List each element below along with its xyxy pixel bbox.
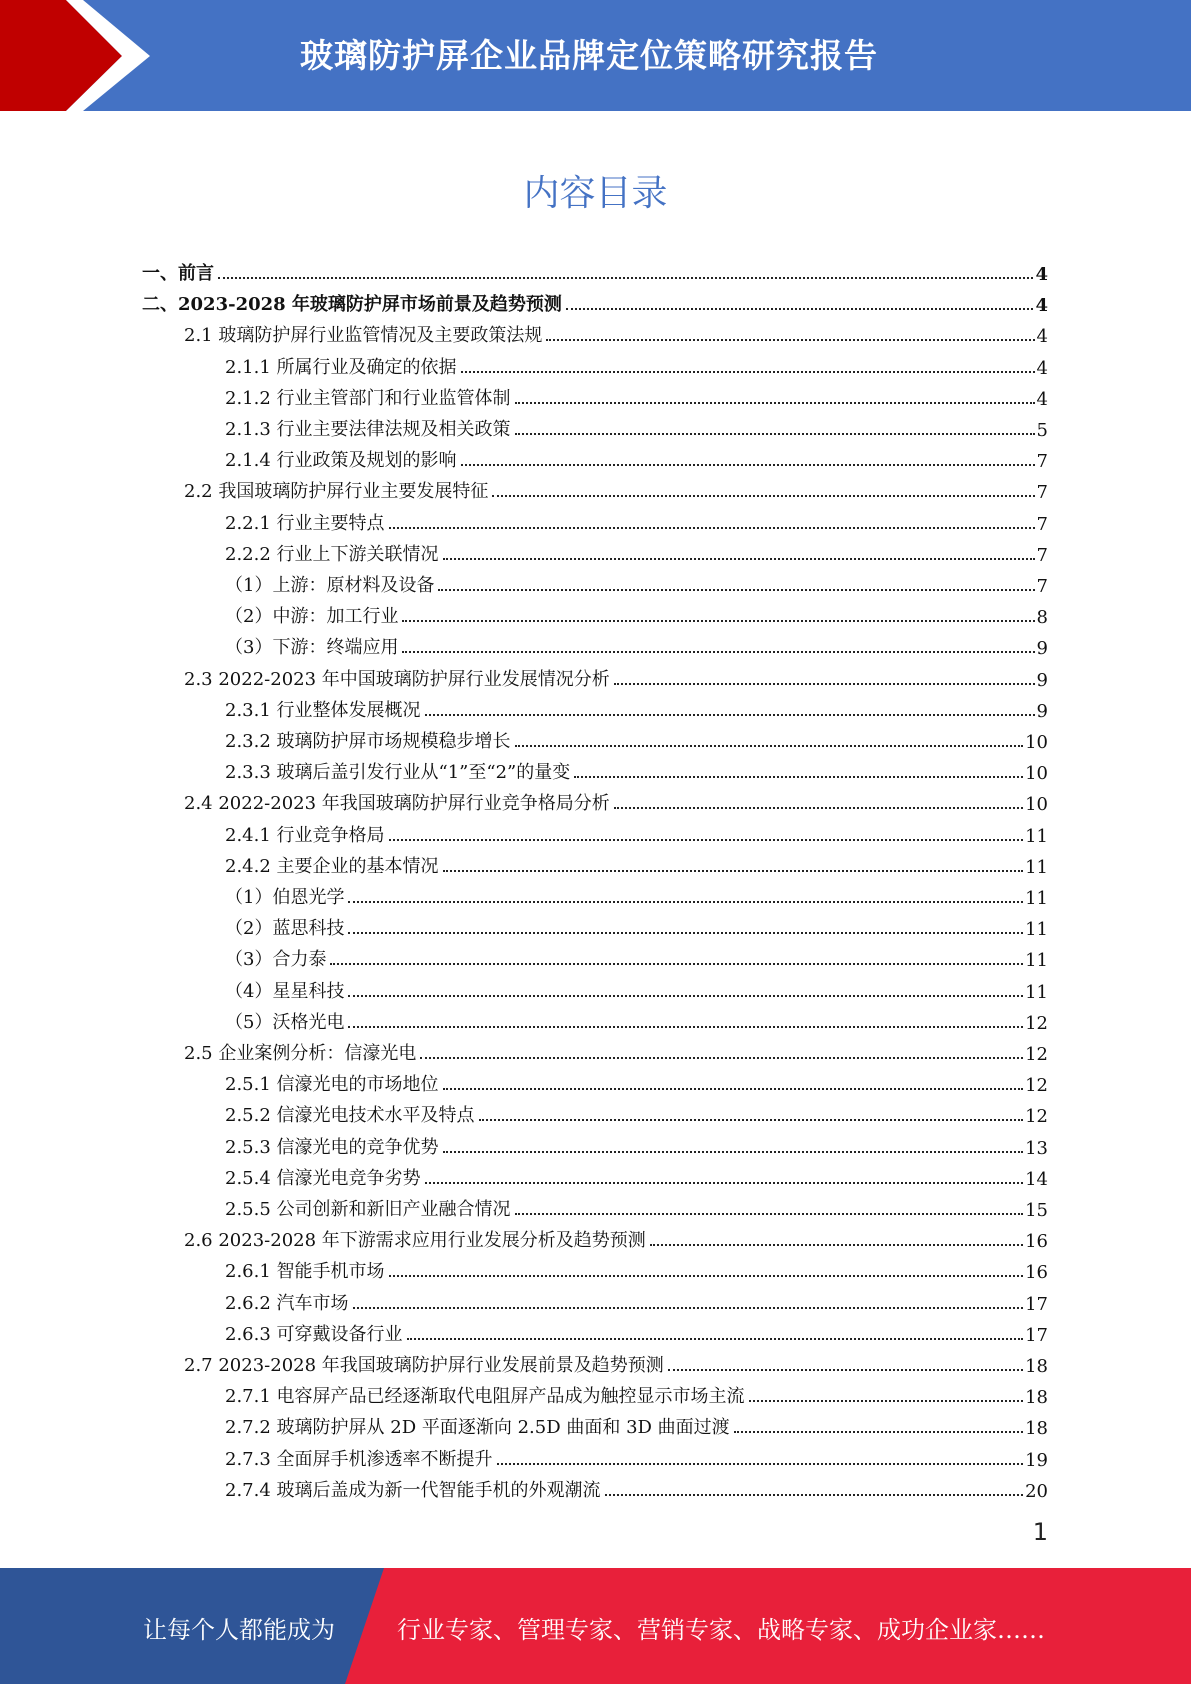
toc-entry-title: 2.4 2022-2023 年我国玻璃防护屏行业竞争格局分析 bbox=[184, 793, 610, 815]
toc-entry-title: （1）伯恩光学 bbox=[225, 887, 345, 908]
toc-entry-title: （3）合力泰 bbox=[225, 949, 327, 971]
toc-entry[interactable] bbox=[225, 1159, 1048, 1190]
toc-leader-dots bbox=[443, 870, 1024, 872]
toc-entry-page: 11 bbox=[1025, 919, 1048, 941]
toc-leader-dots bbox=[497, 1463, 1024, 1465]
toc-leader-dots bbox=[389, 1275, 1024, 1277]
toc-entry-page: 12 bbox=[1025, 1075, 1048, 1097]
toc-entry[interactable] bbox=[225, 1096, 1048, 1127]
toc-entry[interactable] bbox=[225, 816, 1048, 847]
toc-entry-title: 二、2023-2028 年玻璃防护屏市场前景及趋势预测 bbox=[142, 294, 562, 316]
toc-leader-dots bbox=[443, 1151, 1024, 1153]
toc-entry-title: 2.4.2 主要企业的基本情况 bbox=[225, 855, 439, 877]
toc-entry-title: 2.2.1 行业主要特点 bbox=[225, 512, 385, 534]
toc-entry[interactable] bbox=[225, 753, 1048, 784]
toc-entry-page: 17 bbox=[1025, 1324, 1048, 1346]
toc-entry-title: 2.2 我国玻璃防护屏行业主要发展特征 bbox=[184, 481, 489, 503]
toc-entry[interactable] bbox=[225, 1003, 1048, 1034]
toc-leader-dots bbox=[425, 714, 1035, 716]
toc-entry-title: （3）下游：终端应用 bbox=[225, 637, 399, 659]
toc-entry-title: 2.7.4 玻璃后盖成为新一代智能手机的外观潮流 bbox=[225, 1479, 601, 1501]
toc-entry-title: （1）上游：原材料及设备 bbox=[225, 575, 435, 596]
toc-entry-page: 11 bbox=[1025, 950, 1048, 972]
toc-entry-page: 7 bbox=[1036, 482, 1048, 504]
footer-slogan-right: 行业专家、管理专家、营销专家、战略专家、成功企业家…… bbox=[397, 1616, 1045, 1644]
toc-leader-dots bbox=[443, 1088, 1024, 1090]
footer-slogan-left: 让每个人都能成为 bbox=[143, 1616, 335, 1644]
toc-leader-dots bbox=[461, 371, 1035, 373]
toc-leader-dots bbox=[566, 308, 1034, 310]
toc-entry-title: 2.4.1 行业竞争格局 bbox=[225, 824, 385, 846]
toc-leader-dots bbox=[515, 433, 1035, 435]
toc-entry[interactable] bbox=[225, 348, 1048, 379]
toc-entry-title: 2.7.3 全面屏手机渗透率不断提升 bbox=[225, 1448, 493, 1470]
toc-entry[interactable] bbox=[225, 628, 1048, 659]
toc-entry[interactable] bbox=[225, 940, 1048, 971]
toc-entry-page: 7 bbox=[1036, 576, 1048, 597]
toc-entry[interactable] bbox=[142, 254, 1048, 285]
toc-entry-page: 4 bbox=[1036, 357, 1048, 379]
toc-entry[interactable] bbox=[225, 972, 1048, 1003]
toc-entry-page: 12 bbox=[1025, 1012, 1048, 1034]
toc-entry[interactable] bbox=[225, 909, 1048, 940]
toc-leader-dots bbox=[479, 1119, 1024, 1121]
toc-entry-title: 2.5.4 信濠光电竞争劣势 bbox=[225, 1167, 421, 1189]
toc-entry[interactable] bbox=[225, 1377, 1048, 1408]
toc-leader-dots bbox=[389, 839, 1024, 841]
toc-entry-title: 2.3.1 行业整体发展概况 bbox=[225, 699, 421, 721]
toc-entry-page: 15 bbox=[1025, 1200, 1048, 1221]
toc-leader-dots bbox=[668, 1369, 1023, 1371]
toc-leader-dots bbox=[425, 1182, 1024, 1184]
header-arrow-decoration bbox=[0, 0, 150, 111]
toc-entry-page: 4 bbox=[1036, 388, 1048, 410]
toc-entry-page: 14 bbox=[1025, 1168, 1048, 1190]
toc-entry[interactable] bbox=[225, 1252, 1048, 1283]
toc-entry-page: 16 bbox=[1025, 1231, 1048, 1253]
toc-entry-page: 9 bbox=[1036, 638, 1048, 660]
toc-leader-dots bbox=[515, 745, 1024, 747]
toc-entry-page: 12 bbox=[1025, 1106, 1048, 1128]
toc-leader-dots bbox=[402, 620, 1034, 622]
toc-leader-dots bbox=[614, 683, 1035, 685]
toc-entry-title: 2.5.2 信濠光电技术水平及特点 bbox=[225, 1105, 475, 1127]
toc-entry[interactable] bbox=[225, 566, 1048, 597]
toc-entry-title: 2.5 企业案例分析：信濠光电 bbox=[184, 1043, 417, 1064]
toc-entry[interactable] bbox=[184, 1346, 1048, 1377]
toc-leader-dots bbox=[353, 1307, 1024, 1309]
toc-leader-dots bbox=[492, 495, 1034, 497]
toc-entry[interactable] bbox=[225, 597, 1048, 628]
toc-entry-page: 13 bbox=[1025, 1137, 1048, 1159]
report-title: 玻璃防护屏企业品牌定位策略研究报告 bbox=[300, 36, 878, 75]
toc-entry-title: 2.1.3 行业主要法律法规及相关政策 bbox=[225, 419, 511, 440]
toc-entry-title: 2.1.2 行业主管部门和行业监管体制 bbox=[225, 387, 511, 409]
toc-entry-page: 17 bbox=[1025, 1293, 1048, 1315]
toc-entry-page: 11 bbox=[1025, 888, 1048, 909]
toc-entry[interactable] bbox=[225, 1408, 1048, 1439]
toc-entry-page: 11 bbox=[1025, 856, 1048, 878]
toc-entry[interactable] bbox=[225, 1190, 1048, 1221]
toc-entry-page: 9 bbox=[1036, 700, 1048, 722]
toc-entry-title: 一、前言 bbox=[142, 263, 214, 284]
toc-entry-title: （2）蓝思科技 bbox=[225, 918, 345, 940]
toc-leader-dots bbox=[515, 402, 1035, 404]
toc-entry[interactable] bbox=[225, 441, 1048, 472]
toc-entry-title: 2.6 2023-2028 年下游需求应用行业发展分析及趋势预测 bbox=[184, 1230, 646, 1252]
toc-entry-title: 2.5.1 信濠光电的市场地位 bbox=[225, 1074, 439, 1096]
toc-entry-page: 11 bbox=[1025, 981, 1048, 1003]
toc-entry-page: 18 bbox=[1025, 1418, 1048, 1440]
toc-entry-title: 2.1 玻璃防护屏行业监管情况及主要政策法规 bbox=[184, 325, 543, 347]
toc-entry-page: 4 bbox=[1035, 264, 1048, 285]
toc-leader-dots bbox=[402, 651, 1034, 653]
toc-leader-dots bbox=[330, 963, 1023, 965]
toc-leader-dots bbox=[734, 1431, 1023, 1433]
toc-entry-page: 5 bbox=[1036, 420, 1048, 441]
toc-entry-page: 20 bbox=[1025, 1480, 1048, 1502]
toc-leader-dots bbox=[443, 558, 1035, 560]
toc-entry-page: 7 bbox=[1036, 513, 1048, 535]
toc-entry-page: 10 bbox=[1025, 732, 1048, 753]
header-bar bbox=[0, 0, 1191, 111]
toc-entry[interactable] bbox=[225, 847, 1048, 878]
toc-entry-title: 2.6.2 汽车市场 bbox=[225, 1292, 349, 1314]
toc-leader-dots bbox=[389, 527, 1035, 529]
toc-entry-page: 18 bbox=[1025, 1387, 1048, 1409]
toc-leader-dots bbox=[515, 1213, 1024, 1215]
toc-entry[interactable] bbox=[225, 1128, 1048, 1159]
toc-entry[interactable] bbox=[225, 504, 1048, 535]
toc-leader-dots bbox=[574, 776, 1023, 778]
toc-entry[interactable] bbox=[225, 1065, 1048, 1096]
toc-leader-dots bbox=[348, 901, 1023, 903]
toc-entry-page: 4 bbox=[1036, 326, 1048, 348]
toc-leader-dots bbox=[614, 807, 1023, 809]
toc-entry-title: （2）中游：加工行业 bbox=[225, 606, 399, 628]
toc-leader-dots bbox=[407, 1338, 1024, 1340]
toc-entry[interactable] bbox=[225, 691, 1048, 722]
toc-leader-dots bbox=[461, 464, 1035, 466]
toc-heading: 内容目录 bbox=[523, 173, 668, 214]
toc-entry-title: 2.5.5 公司创新和新旧产业融合情况 bbox=[225, 1199, 511, 1220]
toc-entry[interactable] bbox=[225, 535, 1048, 566]
toc-entry[interactable] bbox=[142, 285, 1048, 316]
toc-entry[interactable] bbox=[225, 1440, 1048, 1471]
toc-leader-dots bbox=[605, 1494, 1024, 1496]
toc-entry-title: 2.1.4 行业政策及规划的影响 bbox=[225, 450, 457, 472]
toc-entry-title: 2.3 2022-2023 年中国玻璃防护屏行业发展情况分析 bbox=[184, 668, 610, 690]
toc-entry-page: 8 bbox=[1036, 607, 1048, 629]
toc-entry-title: （5）沃格光电 bbox=[225, 1011, 345, 1033]
toc-entry-page: 7 bbox=[1036, 544, 1048, 566]
toc-entry-title: 2.7.2 玻璃防护屏从 2D 平面逐渐向 2.5D 曲面和 3D 曲面过渡 bbox=[225, 1417, 730, 1439]
toc-leader-dots bbox=[348, 995, 1023, 997]
toc-leader-dots bbox=[348, 932, 1023, 934]
toc-entry[interactable] bbox=[225, 1284, 1048, 1315]
toc-entry-page: 7 bbox=[1036, 451, 1048, 473]
footer-bar bbox=[0, 1568, 1191, 1684]
toc-entry[interactable] bbox=[184, 1221, 1048, 1252]
toc-entry[interactable] bbox=[225, 1471, 1048, 1502]
toc-entry[interactable] bbox=[184, 472, 1048, 503]
toc-entry[interactable] bbox=[184, 784, 1048, 815]
toc-entry-page: 12 bbox=[1025, 1044, 1048, 1065]
toc-entry[interactable] bbox=[225, 410, 1048, 441]
toc-entry[interactable] bbox=[225, 878, 1048, 909]
toc-entry[interactable] bbox=[184, 316, 1048, 347]
toc-entry-page: 10 bbox=[1025, 763, 1048, 785]
toc-entry-page: 9 bbox=[1036, 669, 1048, 691]
toc-entry-page: 4 bbox=[1035, 295, 1048, 317]
toc-leader-dots bbox=[650, 1244, 1023, 1246]
toc-entry-title: 2.3.2 玻璃防护屏市场规模稳步增长 bbox=[225, 731, 511, 752]
toc-entry-page: 11 bbox=[1025, 825, 1048, 847]
toc-leader-dots bbox=[348, 1026, 1023, 1028]
toc-entry[interactable] bbox=[184, 1034, 1048, 1065]
toc-entry[interactable] bbox=[225, 722, 1048, 753]
toc-entry-title: 2.7 2023-2028 年我国玻璃防护屏行业发展前景及趋势预测 bbox=[184, 1355, 664, 1376]
toc-entry-page: 18 bbox=[1025, 1356, 1048, 1377]
toc-entry-page: 10 bbox=[1025, 794, 1048, 816]
toc-entry-page: 19 bbox=[1025, 1449, 1048, 1471]
toc-leader-dots bbox=[438, 589, 1034, 591]
toc-entry-title: 2.3.3 玻璃后盖引发行业从“1”至“2”的量变 bbox=[225, 762, 571, 784]
toc-leader-dots bbox=[546, 339, 1034, 341]
toc-leader-dots bbox=[218, 277, 1033, 279]
toc-entry[interactable] bbox=[225, 1315, 1048, 1346]
toc-entry[interactable] bbox=[225, 379, 1048, 410]
toc-entry-title: （4）星星科技 bbox=[225, 980, 345, 1002]
toc-leader-dots bbox=[420, 1057, 1023, 1059]
toc-entry-title: 2.2.2 行业上下游关联情况 bbox=[225, 543, 439, 565]
toc-entry[interactable] bbox=[184, 660, 1048, 691]
toc-leader-dots bbox=[749, 1400, 1024, 1402]
toc-entry-title: 2.6.3 可穿戴设备行业 bbox=[225, 1323, 403, 1345]
toc-entry-title: 2.6.1 智能手机市场 bbox=[225, 1261, 385, 1283]
toc-entry-title: 2.5.3 信濠光电的竞争优势 bbox=[225, 1136, 439, 1158]
toc-entry-title: 2.7.1 电容屏产品已经逐渐取代电阻屏产品成为触控显示市场主流 bbox=[225, 1386, 745, 1408]
page-number: 1 bbox=[1032, 1518, 1048, 1546]
toc-entry-page: 16 bbox=[1025, 1262, 1048, 1284]
toc-entry-title: 2.1.1 所属行业及确定的依据 bbox=[225, 356, 457, 378]
